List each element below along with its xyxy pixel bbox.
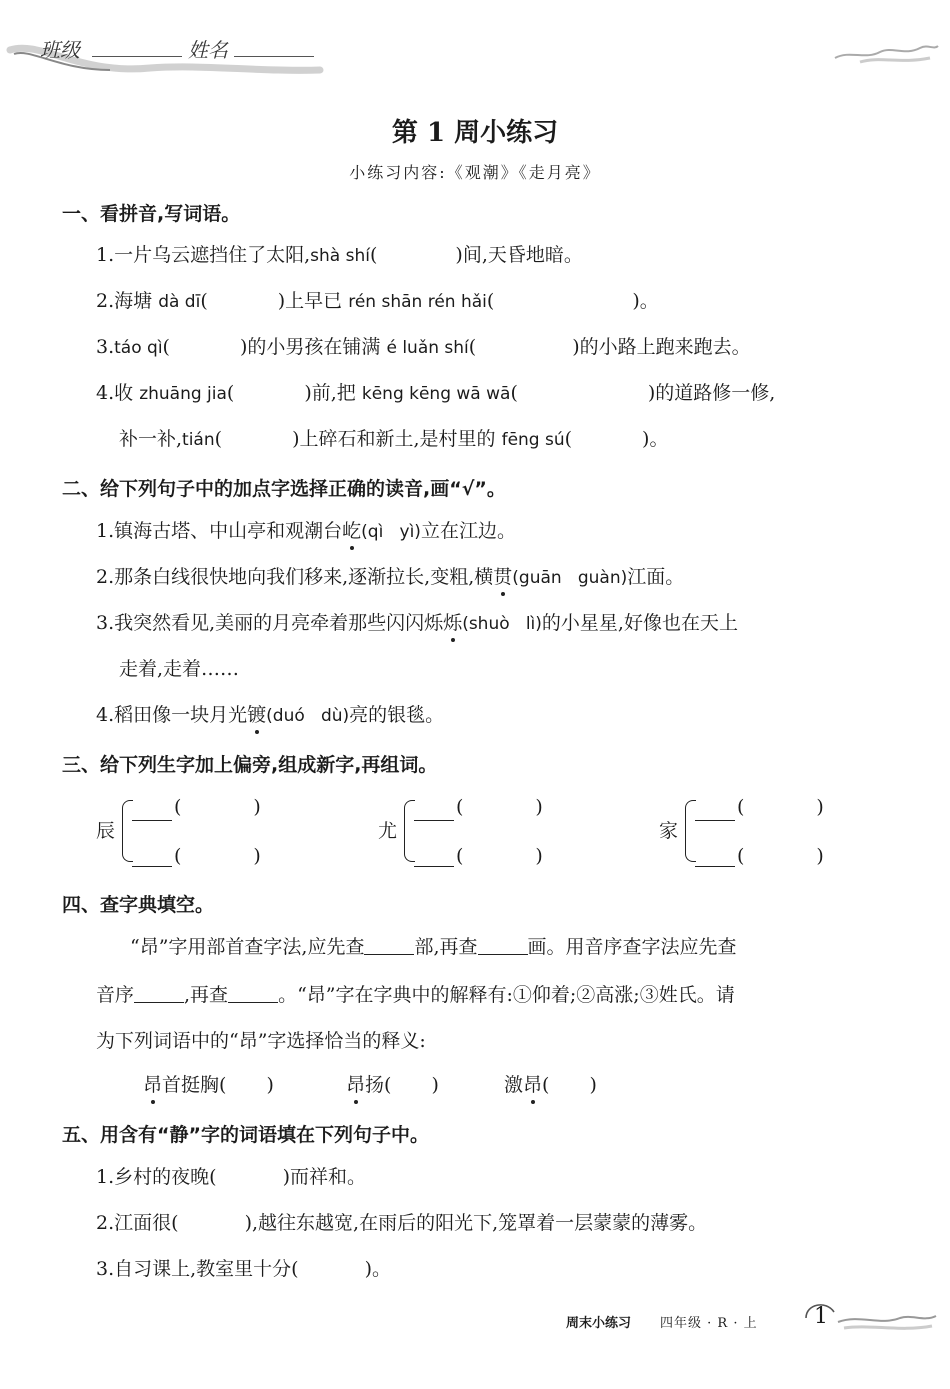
s2-q1-text-b: 立在江边。 — [420, 520, 516, 542]
section-4-title: 四、查字典填空。 — [62, 894, 215, 916]
s1-q4-pinyin-4: fēng sú — [501, 430, 565, 450]
s2-q2-text-a: 2.那条白线很快地向我们移来,逐渐拉长,变粗,横 — [96, 566, 494, 588]
s1-q4-pinyin-2: kēng kēng wā wā — [361, 384, 511, 404]
s5-q2-text-b: ,越往东越宽,在雨后的阳光下,笼罩着一层蒙蒙的薄雾。 — [251, 1212, 708, 1234]
s4-p1-text-b: 部,再查 — [414, 936, 478, 958]
name-field[interactable] — [234, 56, 314, 57]
s4-syllable-field[interactable] — [228, 984, 278, 1003]
s3-new-char-field-2a[interactable] — [414, 820, 454, 821]
s4-w1-dotted-char: 昂 — [143, 1074, 163, 1096]
class-field[interactable] — [92, 56, 182, 57]
s2-question-4 — [96, 702, 444, 729]
s1-question-4-cont: 补一补,tián( )上碎石和新土,是村里的 fēng sú( )。 — [119, 428, 669, 450]
s1-question-4: 4.收 zhuāng jia( )前,把 kēng kēng wā wā( )的道路修一修, — [96, 382, 776, 404]
s2-q1-text-a: 1.镇海古塔、中山亭和观潮台 — [96, 520, 343, 542]
s4-word-1: 昂首挺胸( ) — [143, 1074, 274, 1096]
s2-q3-text-b: 的小星星,好像也在天上 — [541, 612, 738, 634]
s4-w3-text: 激 — [504, 1074, 524, 1096]
s4-w2-dotted-char: 昂 — [346, 1074, 366, 1096]
s2-q3-dotted-char: 烁 — [443, 612, 463, 634]
s3-word-paren-2a[interactable]: ( ) — [456, 796, 543, 818]
s4-w1-text: 首挺胸 — [162, 1074, 220, 1096]
s2-q4-pinyin-choices[interactable]: (duó dù) — [266, 706, 350, 726]
s3-word-paren-3b[interactable]: ( ) — [737, 845, 824, 867]
s5-q1-text-a: 1.乡村的夜晚 — [96, 1166, 210, 1188]
section-2-title: 二、给下列句子中的加点字选择正确的读音,画“√”。 — [62, 478, 506, 500]
s3-new-char-field-3a[interactable] — [695, 820, 735, 821]
s4-word-2: 昂扬( ) — [346, 1074, 439, 1096]
s3-base-char-1: 辰 — [96, 820, 116, 842]
section-1-title: 一、看拼音,写词语。 — [62, 203, 241, 225]
page-subtitle: 小练习内容:《观潮》《走月亮》 — [349, 163, 601, 182]
s3-base-char-3: 家 — [659, 820, 679, 842]
s3-brace-3 — [685, 800, 696, 862]
s2-q3-text-a: 3.我突然看见,美丽的月亮牵着那些闪闪烁 — [96, 612, 444, 634]
s4-w3-dotted-char: 昂 — [523, 1074, 543, 1096]
s2-q2-pinyin-choices[interactable]: (guān guàn) — [512, 568, 628, 588]
s4-paragraph-line-1 — [130, 934, 737, 960]
s4-p1-text-c: 画。用音序查字法应先查 — [527, 936, 737, 958]
s4-paragraph-line-3: 为下列词语中的“昂”字选择恰当的释义: — [96, 1030, 426, 1052]
s1-q3-text-b: 的小男孩在铺满 — [247, 336, 381, 358]
s3-new-char-field-1a[interactable] — [132, 820, 172, 821]
s3-word-paren-1b[interactable]: ( ) — [174, 845, 261, 867]
s1-q4-text-c: 的道路修一修, — [655, 382, 776, 404]
s4-p2-text-c: 。“昂”字在字典中的解释有:①仰着;②高涨;③姓氏。请 — [278, 984, 735, 1006]
s1-q2-pinyin-1: dà dī — [158, 292, 201, 312]
section-3-title: 三、给下列生字加上偏旁,组成新字,再组词。 — [62, 754, 438, 776]
page-title: 第 1 周小练习 — [391, 118, 559, 148]
s1-q3-text-c: 的小路上跑来跑去。 — [579, 336, 751, 358]
s3-new-char-field-3b[interactable] — [695, 866, 735, 867]
s2-q4-text-b: 亮的银毯。 — [349, 704, 445, 726]
s1-question-2: 2.海塘 dà dī( )上早已 rén shān rén hǎi( )。 — [96, 290, 659, 312]
s1-q4-text-a: 4.收 — [96, 382, 134, 404]
s2-question-1 — [96, 518, 516, 545]
s5-q3-text-b: 。 — [372, 1258, 392, 1280]
s4-paragraph-line-2 — [96, 982, 735, 1008]
s1-q3-pinyin-1: táo qì — [114, 338, 163, 358]
s1-q2-pinyin-2: rén shān rén hǎi — [348, 292, 487, 312]
s1-q3-pinyin-2: é luǎn shí — [386, 338, 469, 358]
mountain-decoration-bottom — [800, 1296, 940, 1340]
s4-radical-field[interactable] — [364, 936, 414, 955]
mountain-decoration-top — [830, 30, 940, 70]
s1-q4-text-f: 。 — [649, 428, 669, 450]
s1-q2-text-a: 2.海塘 — [96, 290, 153, 312]
s5-q1-text-b: 而祥和。 — [289, 1166, 366, 1188]
s1-q4-text-b: 前,把 — [311, 382, 356, 404]
s4-w2-text: 扬 — [365, 1074, 385, 1096]
s3-new-char-field-1b[interactable] — [132, 866, 172, 867]
s2-q3-pinyin-choices[interactable]: (shuò lì) — [462, 614, 542, 634]
s5-question-1: 1.乡村的夜晚( )而祥和。 — [96, 1166, 366, 1188]
s3-base-char-2: 尤 — [378, 820, 398, 842]
s1-q3-text-a: 3. — [96, 336, 115, 358]
s1-question-1: 1.一片乌云遮挡住了太阳,shà shí( )间,天昏地暗。 — [96, 244, 583, 266]
s5-question-3: 3.自习课上,教室里十分( )。 — [96, 1258, 392, 1280]
name-label: 姓名 — [188, 38, 228, 62]
s1-q4-text-d: 补一补, — [119, 428, 183, 450]
s5-question-2: 2.江面很( ),越往东越宽,在雨后的阳光下,笼罩着一层蒙蒙的薄雾。 — [96, 1212, 708, 1234]
s1-q1-pinyin: shà shí — [310, 246, 370, 266]
s2-question-2 — [96, 564, 684, 591]
section-5-title: 五、用含有“静”字的词语填在下列句子中。 — [62, 1124, 429, 1146]
s1-q1-text-a: 1.一片乌云遮挡住了太阳, — [96, 244, 311, 266]
s1-q4-text-e: 上碎石和新土,是村里的 — [299, 428, 496, 450]
class-label: 班级 — [40, 38, 80, 62]
s2-q1-dotted-char: 屹 — [342, 520, 362, 542]
s2-q4-dotted-char: 镀 — [247, 704, 267, 726]
s4-strokes-field[interactable] — [478, 936, 528, 955]
s2-question-3-cont: 走着,走着…… — [119, 658, 240, 680]
page-number: 1 — [814, 1304, 828, 1329]
s5-q3-text-a: 3.自习课上,教室里十分 — [96, 1258, 292, 1280]
s3-brace-1 — [122, 800, 133, 862]
s5-q2-text-a: 2.江面很 — [96, 1212, 172, 1234]
s2-q2-dotted-char: 贯 — [493, 566, 513, 588]
s1-q2-text-c: 。 — [639, 290, 659, 312]
s4-p2-text-a: 音序 — [96, 984, 135, 1006]
s1-q4-pinyin-1: zhuāng jia — [139, 384, 227, 404]
s4-p2-text-b: ,再查 — [184, 984, 229, 1006]
footer-book-title: 周末小练习 — [566, 1316, 632, 1331]
s3-new-char-field-2b[interactable] — [414, 866, 454, 867]
s1-q1-text-b: 间,天昏地暗。 — [462, 244, 583, 266]
s4-p1-text-a: “昂”字用部首查字法,应先查 — [130, 936, 365, 958]
footer-grade: 四年级 · R · 上 — [660, 1316, 758, 1331]
s2-q1-pinyin-choices[interactable]: (qì yì) — [361, 522, 421, 542]
s2-q4-text-a: 4.稻田像一块月光 — [96, 704, 248, 726]
s1-question-3: 3.táo qì( )的小男孩在铺满 é luǎn shí( )的小路上跑来跑去。 — [96, 336, 751, 358]
s2-q2-text-b: 江面。 — [627, 566, 685, 588]
s4-word-3: 激昂( ) — [504, 1074, 597, 1096]
s3-word-paren-3a[interactable]: ( ) — [737, 796, 824, 818]
s3-word-paren-2b[interactable]: ( ) — [456, 845, 543, 867]
s1-q2-text-b: 上早已 — [285, 290, 343, 312]
s3-brace-2 — [404, 800, 415, 862]
s1-q4-pinyin-3: tián — [182, 430, 215, 450]
s2-question-3 — [96, 610, 738, 637]
s3-word-paren-1a[interactable]: ( ) — [174, 796, 261, 818]
s4-initial-field[interactable] — [134, 984, 184, 1003]
